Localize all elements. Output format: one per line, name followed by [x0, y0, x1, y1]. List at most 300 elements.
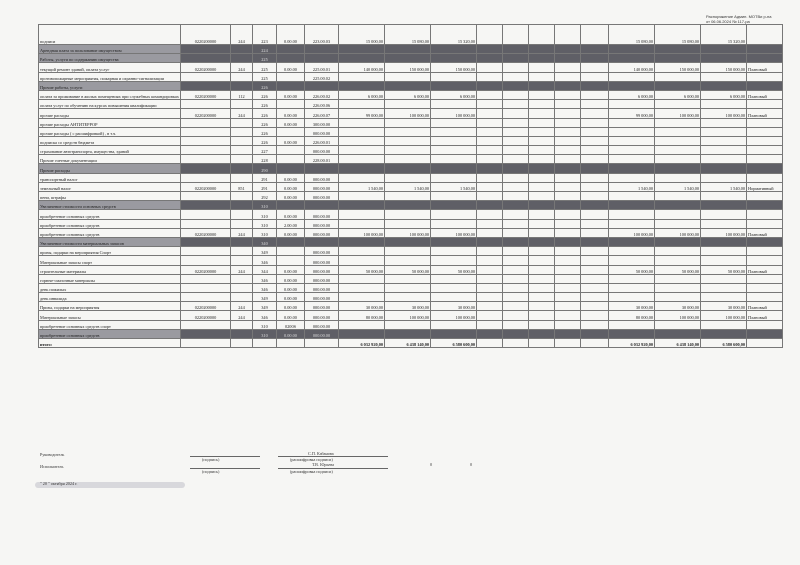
table-row [39, 311, 783, 320]
row-label-cell: Увеличение стоимости основных средств [39, 201, 181, 210]
table-cell [555, 339, 581, 348]
table-cell [231, 201, 253, 210]
table-cell: 0.00.00 [277, 274, 305, 283]
zero-value-b: 0 [470, 462, 473, 467]
table-cell: 50 000,00 [431, 265, 477, 274]
table-cell: 1 540,00 [339, 182, 385, 191]
table-cell [529, 155, 555, 164]
table-cell [555, 146, 581, 155]
table-cell [503, 63, 529, 72]
table-cell [181, 45, 231, 54]
table-cell [747, 219, 783, 228]
table-cell [339, 127, 385, 136]
table-cell [231, 274, 253, 283]
table-row [39, 228, 783, 237]
table-cell [701, 45, 747, 54]
table-cell [339, 45, 385, 54]
table-cell: 6 580 600,00 [431, 339, 477, 348]
table-cell [555, 100, 581, 109]
table-cell [339, 210, 385, 219]
table-cell: 244 [231, 311, 253, 320]
row-label-cell: оплата за проживание в жилых помещениях при служебных командировках [39, 90, 181, 99]
table-cell [581, 54, 609, 63]
row-label-cell: итого: [39, 339, 181, 348]
table-cell [529, 320, 555, 329]
table-cell [385, 320, 431, 329]
table-cell [581, 210, 609, 219]
table-cell [529, 146, 555, 155]
table-cell [747, 339, 783, 348]
table-cell [231, 237, 253, 246]
table-cell [701, 329, 747, 338]
table-cell: 50 000,00 [609, 265, 655, 274]
table-cell [529, 192, 555, 201]
table-cell [231, 339, 253, 348]
table-cell: 225.00.02 [305, 72, 339, 81]
table-cell [701, 54, 747, 63]
table-cell [609, 146, 655, 155]
table-cell [581, 265, 609, 274]
table-cell: 150 000,00 [431, 63, 477, 72]
table-cell [529, 127, 555, 136]
table-cell: 0220200000 [181, 182, 231, 191]
table-cell [231, 256, 253, 265]
table-cell [431, 100, 477, 109]
table-cell: 100 000,00 [385, 311, 431, 320]
table-cell: 6 438 140,00 [655, 339, 701, 348]
table-cell [555, 182, 581, 191]
table-cell [339, 155, 385, 164]
table-cell [609, 72, 655, 81]
table-cell: 30 000,00 [701, 302, 747, 311]
table-cell [339, 118, 385, 127]
table-cell: 6 580 600,00 [701, 339, 747, 348]
table-cell [503, 72, 529, 81]
row-label-cell: прочие расходы АНТИТЕРРОР [39, 118, 181, 127]
table-cell [339, 329, 385, 338]
table-cell [655, 210, 701, 219]
table-row [39, 302, 783, 311]
table-cell [529, 54, 555, 63]
table-row [39, 100, 783, 109]
table-cell [747, 45, 783, 54]
table-cell [339, 72, 385, 81]
table-cell: 15 080,00 [655, 25, 701, 45]
table-cell [277, 201, 305, 210]
table-cell [385, 54, 431, 63]
table-cell [503, 302, 529, 311]
table-cell [477, 118, 503, 127]
table-cell [609, 136, 655, 145]
table-cell [581, 72, 609, 81]
table-row [39, 339, 783, 348]
table-cell [477, 81, 503, 90]
table-cell [581, 136, 609, 145]
table-cell [555, 210, 581, 219]
table-cell [431, 210, 477, 219]
table-cell: 15 320,00 [431, 25, 477, 45]
table-cell [477, 192, 503, 201]
table-cell [747, 201, 783, 210]
row-label-cell: призы, подарки на мероприятия Спорт [39, 247, 181, 256]
table-row [39, 219, 783, 228]
table-cell [581, 311, 609, 320]
table-cell: 6 438 140,00 [385, 339, 431, 348]
table-cell [431, 146, 477, 155]
table-cell: 0.00.00 [277, 63, 305, 72]
table-cell: 100 000,00 [431, 109, 477, 118]
table-cell: 000.00.00 [305, 293, 339, 302]
table-cell: 000.00.00 [305, 311, 339, 320]
table-cell: 0.00.00 [277, 283, 305, 292]
table-cell [655, 247, 701, 256]
table-cell [477, 45, 503, 54]
table-cell [529, 90, 555, 99]
table-cell: 112 [231, 90, 253, 99]
table-cell: 100 000,00 [655, 109, 701, 118]
table-cell: 000.00.00 [305, 127, 339, 136]
table-cell: 100 000,00 [701, 311, 747, 320]
head-label: Руководитель [40, 452, 65, 457]
table-cell [305, 237, 339, 246]
table-cell [609, 127, 655, 136]
table-cell: 310 [253, 329, 277, 338]
table-cell [529, 136, 555, 145]
table-cell [655, 283, 701, 292]
table-cell [385, 237, 431, 246]
table-cell: 224 [253, 45, 277, 54]
table-cell [529, 173, 555, 182]
table-cell [339, 146, 385, 155]
table-cell [181, 192, 231, 201]
table-cell [581, 228, 609, 237]
table-cell: 50 000,00 [701, 265, 747, 274]
table-cell [609, 274, 655, 283]
table-cell [529, 109, 555, 118]
table-cell: 000.00.00 [305, 219, 339, 228]
table-cell: 226.00.07 [305, 109, 339, 118]
table-cell [181, 173, 231, 182]
table-cell: 6 000,00 [385, 90, 431, 99]
table-cell [609, 164, 655, 173]
row-label-cell: прочие расходы [39, 109, 181, 118]
table-cell [555, 54, 581, 63]
table-row [39, 256, 783, 265]
table-cell: 223 [253, 25, 277, 45]
table-cell [529, 283, 555, 292]
table-cell [339, 54, 385, 63]
table-cell [305, 81, 339, 90]
table-cell: 99 000,00 [609, 109, 655, 118]
table-cell [339, 256, 385, 265]
table-cell [655, 201, 701, 210]
table-cell: 0220200000 [181, 90, 231, 99]
table-cell [701, 81, 747, 90]
table-cell [581, 100, 609, 109]
table-cell [529, 25, 555, 45]
table-cell [701, 219, 747, 228]
table-cell [277, 146, 305, 155]
table-cell [181, 339, 231, 348]
table-cell [503, 173, 529, 182]
table-cell [555, 293, 581, 302]
table-cell [747, 329, 783, 338]
table-cell [701, 146, 747, 155]
table-cell [385, 81, 431, 90]
table-cell [503, 228, 529, 237]
table-cell [655, 293, 701, 302]
table-cell [231, 45, 253, 54]
table-cell [231, 173, 253, 182]
table-cell [181, 329, 231, 338]
zero-value-a: 0 [430, 462, 433, 467]
table-cell [609, 320, 655, 329]
table-cell [181, 237, 231, 246]
table-cell [609, 192, 655, 201]
table-cell [181, 283, 231, 292]
table-cell [609, 210, 655, 219]
table-cell: 100 000,00 [385, 228, 431, 237]
table-cell: 0220200000 [181, 109, 231, 118]
table-cell [477, 109, 503, 118]
table-row [39, 247, 783, 256]
table-cell: 000.00.00 [305, 173, 339, 182]
table-cell: 349 [253, 293, 277, 302]
table-cell [747, 247, 783, 256]
table-cell [181, 256, 231, 265]
row-label-cell: день инвалида [39, 293, 181, 302]
executor-name: Т.В. Юрьева [312, 462, 335, 467]
table-cell [655, 146, 701, 155]
table-cell [231, 293, 253, 302]
table-cell [181, 81, 231, 90]
table-cell [477, 155, 503, 164]
table-cell [747, 283, 783, 292]
table-cell [385, 100, 431, 109]
table-cell [555, 109, 581, 118]
table-cell: 226.00.01 [305, 136, 339, 145]
table-cell [555, 283, 581, 292]
table-cell [181, 54, 231, 63]
table-cell: 225 [253, 63, 277, 72]
table-cell [555, 265, 581, 274]
table-cell [555, 118, 581, 127]
table-cell [503, 283, 529, 292]
table-cell: 0.00.00 [277, 25, 305, 45]
table-cell: 1 540,00 [655, 182, 701, 191]
table-cell [431, 136, 477, 145]
table-cell [555, 274, 581, 283]
table-cell [477, 146, 503, 155]
table-cell [503, 265, 529, 274]
table-cell: 15 000,00 [339, 25, 385, 45]
table-cell: 225.00.01 [305, 63, 339, 72]
table-cell: 0.00.00 [277, 109, 305, 118]
table-cell: 6 000,00 [431, 90, 477, 99]
table-cell [609, 256, 655, 265]
table-cell [477, 173, 503, 182]
table-cell: 1 540,00 [609, 182, 655, 191]
row-label-cell: день пожилых [39, 283, 181, 292]
table-cell [609, 247, 655, 256]
table-cell [181, 155, 231, 164]
table-cell [503, 81, 529, 90]
table-cell [529, 45, 555, 54]
table-cell: 150 000,00 [385, 63, 431, 72]
table-cell [555, 228, 581, 237]
table-cell [277, 237, 305, 246]
table-cell: 6 000,00 [609, 90, 655, 99]
table-cell: 244 [231, 265, 253, 274]
table-cell [503, 210, 529, 219]
table-cell: 6 032 920,00 [339, 339, 385, 348]
table-cell [305, 201, 339, 210]
table-cell [231, 81, 253, 90]
table-cell [503, 25, 529, 45]
table-cell [529, 237, 555, 246]
table-cell [581, 182, 609, 191]
table-row [39, 293, 783, 302]
head-signature-caption: (подпись) [202, 457, 220, 462]
table-cell [529, 228, 555, 237]
table-cell [277, 72, 305, 81]
table-row [39, 146, 783, 155]
table-cell: 244 [231, 109, 253, 118]
table-cell [529, 182, 555, 191]
table-cell: 000.00.00 [305, 182, 339, 191]
table-cell [231, 72, 253, 81]
table-row [39, 81, 783, 90]
table-cell: 0220200000 [181, 302, 231, 311]
table-cell [555, 219, 581, 228]
table-cell: Нормативный [747, 182, 783, 191]
table-cell [701, 192, 747, 201]
table-cell: 6 000,00 [701, 90, 747, 99]
table-cell: 150 000,00 [655, 63, 701, 72]
table-cell [277, 155, 305, 164]
table-row [39, 127, 783, 136]
table-cell [701, 127, 747, 136]
table-cell: 0.00.00 [277, 192, 305, 201]
table-cell [305, 339, 339, 348]
table-cell [701, 283, 747, 292]
table-cell [477, 136, 503, 145]
table-cell: 0.00.00 [277, 311, 305, 320]
table-cell [581, 109, 609, 118]
table-cell: 000.00.00 [305, 283, 339, 292]
table-cell [555, 155, 581, 164]
table-cell [385, 283, 431, 292]
table-cell: 291 [253, 182, 277, 191]
table-cell [339, 100, 385, 109]
executor-name-caption: (расшифровка подписи) [290, 469, 333, 474]
table-cell: 851 [231, 182, 253, 191]
table-cell [581, 127, 609, 136]
table-row [39, 192, 783, 201]
row-label-cell: земельный налог [39, 182, 181, 191]
table-cell [503, 237, 529, 246]
table-cell [277, 339, 305, 348]
table-cell [529, 219, 555, 228]
table-cell [747, 81, 783, 90]
table-cell: 0220200000 [181, 228, 231, 237]
table-cell [277, 127, 305, 136]
table-cell [581, 320, 609, 329]
table-cell [503, 118, 529, 127]
row-label-cell: подписи [39, 25, 181, 45]
table-row [39, 63, 783, 72]
table-cell [339, 201, 385, 210]
table-cell: 228.00.01 [305, 155, 339, 164]
table-cell: Плановый [747, 90, 783, 99]
table-cell [503, 311, 529, 320]
table-cell [529, 311, 555, 320]
table-cell [503, 127, 529, 136]
table-cell [555, 90, 581, 99]
table-cell [503, 146, 529, 155]
table-cell [385, 155, 431, 164]
table-cell: 346 [253, 256, 277, 265]
table-row [39, 237, 783, 246]
table-cell [747, 155, 783, 164]
table-cell [339, 293, 385, 302]
table-cell [609, 118, 655, 127]
table-cell [477, 247, 503, 256]
row-label-cell: прочие расходы ( с расшифровкой) , в т.ч. [39, 127, 181, 136]
table-cell: Плановый [747, 109, 783, 118]
table-cell [581, 63, 609, 72]
table-cell: 100 000,00 [655, 228, 701, 237]
table-cell: 100 000,00 [431, 311, 477, 320]
table-cell [529, 72, 555, 81]
table-cell: 223.00.03 [305, 25, 339, 45]
table-cell [555, 201, 581, 210]
table-cell [609, 219, 655, 228]
table-cell [305, 54, 339, 63]
table-cell [701, 274, 747, 283]
table-cell [581, 45, 609, 54]
table-cell: 000.00.00 [305, 256, 339, 265]
table-cell: 99 000,00 [339, 109, 385, 118]
table-cell [385, 201, 431, 210]
table-cell [385, 210, 431, 219]
table-cell [701, 100, 747, 109]
table-cell [385, 274, 431, 283]
table-cell [609, 81, 655, 90]
table-cell [655, 127, 701, 136]
table-cell [581, 274, 609, 283]
table-cell [503, 201, 529, 210]
table-cell [555, 164, 581, 173]
row-label-cell: Прочие счетные документации [39, 155, 181, 164]
table-cell [747, 118, 783, 127]
table-cell [581, 201, 609, 210]
table-row [39, 136, 783, 145]
table-cell [231, 100, 253, 109]
table-cell [555, 173, 581, 182]
table-cell [581, 192, 609, 201]
table-cell: 244 [231, 63, 253, 72]
table-cell: 0.00.00 [277, 265, 305, 274]
table-cell [581, 164, 609, 173]
table-cell: 000.00.00 [305, 265, 339, 274]
table-cell [747, 320, 783, 329]
table-cell [477, 182, 503, 191]
table-cell: 310 [253, 320, 277, 329]
document-date: " 20 " октября 2024 г. [40, 481, 78, 486]
table-cell [609, 283, 655, 292]
table-row [39, 25, 783, 45]
